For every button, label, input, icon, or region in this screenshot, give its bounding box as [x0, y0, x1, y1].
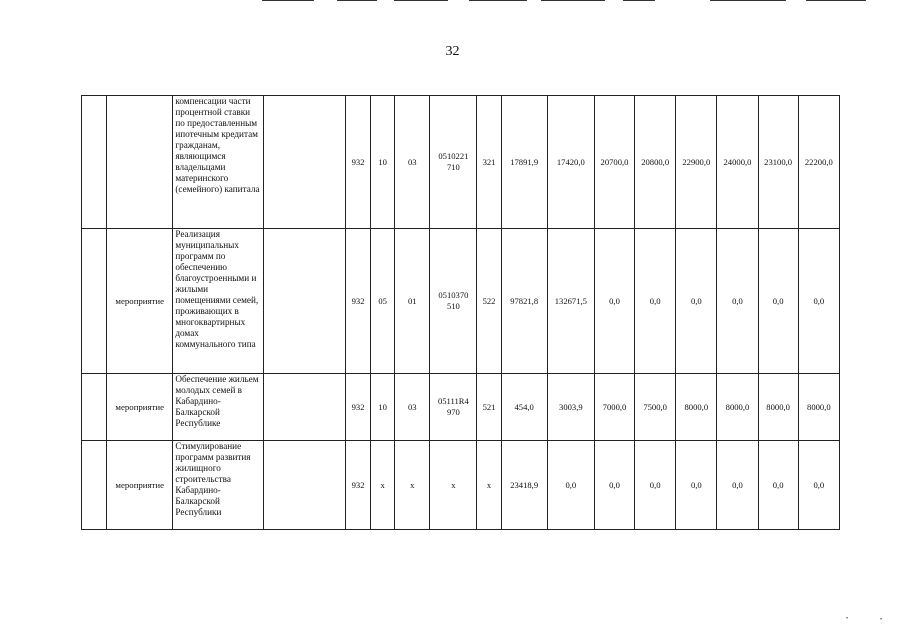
row-description-cell: Реализация муниципальных программ по обеспечению благоустроенными и жилыми помещениями семей, проживающих в многоквартирных домах коммунального типа	[173, 229, 263, 374]
value-cell: 97821,8	[501, 229, 547, 374]
value-cell: 8000,0	[717, 374, 758, 441]
row-type-cell: мероприятие	[107, 441, 173, 530]
top-rule	[710, 0, 786, 1]
value-cell: 0,0	[594, 441, 634, 530]
table-cell	[263, 374, 345, 441]
value-cell: 0,0	[676, 441, 717, 530]
table-row	[82, 374, 840, 441]
vr-cell: 522	[477, 229, 501, 374]
value-cell: 8000,0	[758, 374, 798, 441]
top-rule	[806, 0, 866, 1]
value-cell: 0,0	[717, 229, 758, 374]
value-cell: 17891,9	[501, 96, 547, 229]
table-cell	[263, 229, 345, 374]
value-cell: 0,0	[798, 441, 839, 530]
value-cell: 0,0	[798, 229, 839, 374]
rz-cell: 10	[371, 374, 395, 441]
table-cell	[263, 96, 345, 229]
rz-cell: 10	[371, 96, 395, 229]
table-row	[82, 441, 840, 530]
value-cell: 7500,0	[635, 374, 676, 441]
value-cell: 22200,0	[798, 96, 839, 229]
grbs-cell: 932	[346, 229, 371, 374]
top-rule	[394, 0, 448, 1]
value-cell: 0,0	[758, 441, 798, 530]
rz-cell: 05	[371, 229, 395, 374]
value-cell: 132671,5	[547, 229, 594, 374]
value-cell: 23100,0	[758, 96, 798, 229]
table-cell	[82, 96, 107, 229]
page-number: 32	[445, 44, 460, 59]
value-cell: 3003,9	[547, 374, 594, 441]
budget-table	[81, 95, 840, 530]
scan-speck: •	[880, 617, 883, 623]
pr-cell: 01	[395, 229, 430, 374]
table-row	[82, 229, 840, 374]
vr-cell: 521	[477, 374, 501, 441]
row-description-cell: Стимулирование программ развития жилищного строительства Кабардино-Балкарской Республики	[173, 441, 263, 530]
grbs-cell: 932	[346, 96, 371, 229]
top-rule	[541, 0, 605, 1]
row-type-cell	[107, 96, 173, 229]
value-cell: 23418,9	[501, 441, 547, 530]
table-cell	[82, 229, 107, 374]
value-cell: 8000,0	[676, 374, 717, 441]
table-cell	[263, 441, 345, 530]
value-cell: 20800,0	[635, 96, 676, 229]
grbs-cell: 932	[346, 374, 371, 441]
value-cell: 7000,0	[594, 374, 634, 441]
pr-cell: 03	[395, 374, 430, 441]
value-cell: 454,0	[501, 374, 547, 441]
value-cell: 17420,0	[547, 96, 594, 229]
csr-cell: 05111R4 970	[430, 374, 477, 441]
pr-cell: 03	[395, 96, 430, 229]
value-cell: 22900,0	[676, 96, 717, 229]
value-cell: 0,0	[635, 229, 676, 374]
value-cell: 0,0	[717, 441, 758, 530]
top-rule	[623, 0, 655, 1]
value-cell: 0,0	[547, 441, 594, 530]
rz-cell: x	[371, 441, 395, 530]
row-type-cell: мероприятие	[107, 229, 173, 374]
top-rule	[469, 0, 527, 1]
pr-cell: x	[395, 441, 430, 530]
value-cell: 8000,0	[798, 374, 839, 441]
top-rule	[262, 0, 314, 1]
row-description-cell: Обеспечение жильем молодых семей в Кабардино-Балкарской Республике	[173, 374, 263, 441]
value-cell: 20700,0	[594, 96, 634, 229]
value-cell: 0,0	[594, 229, 634, 374]
grbs-cell: 932	[346, 441, 371, 530]
row-description-cell: компенсации части процентной ставки по предоставленным ипотечным кредитам гражданам, являющимся владельцами материнского (семейного) капитала	[173, 96, 263, 229]
vr-cell: 321	[477, 96, 501, 229]
table-cell	[82, 441, 107, 530]
value-cell: 0,0	[635, 441, 676, 530]
vr-cell: x	[477, 441, 501, 530]
csr-cell: x	[430, 441, 477, 530]
value-cell: 0,0	[758, 229, 798, 374]
table-row	[82, 96, 840, 229]
value-cell: 24000,0	[717, 96, 758, 229]
csr-cell: 0510221 710	[430, 96, 477, 229]
csr-cell: 0510370 510	[430, 229, 477, 374]
value-cell: 0,0	[676, 229, 717, 374]
top-rule	[337, 0, 377, 1]
row-type-cell: мероприятие	[107, 374, 173, 441]
table-cell	[82, 374, 107, 441]
scan-speck: •	[846, 616, 849, 622]
